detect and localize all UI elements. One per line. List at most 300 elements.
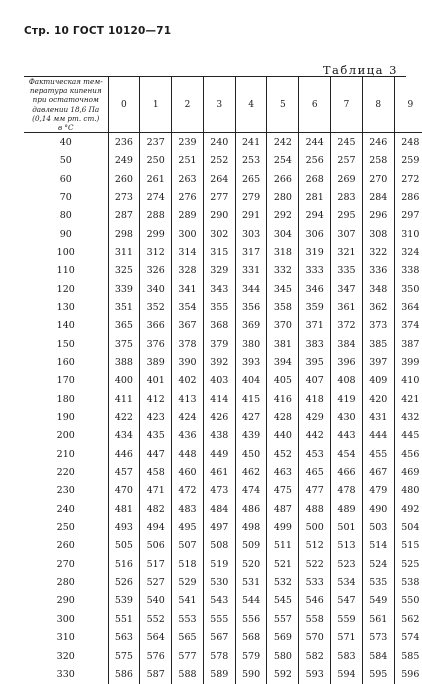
- table-cell: 479: [362, 482, 394, 500]
- row-temperature: 300: [56, 613, 75, 625]
- table-row: [24, 207, 422, 225]
- table-cell: 515: [394, 537, 422, 555]
- table-cell: 493: [108, 518, 140, 536]
- table-cell: 371: [299, 317, 331, 335]
- table-cell: 517: [140, 555, 172, 573]
- table-cell: 577: [172, 647, 204, 665]
- table-cell: 393: [235, 353, 267, 371]
- table-cell: 292: [267, 207, 299, 225]
- table-cell: 484: [203, 500, 235, 518]
- table-cell: 400: [108, 372, 140, 390]
- table-cell: 499: [267, 518, 299, 536]
- table-cell: 551: [108, 610, 140, 628]
- table-row: [24, 537, 422, 555]
- header-label-line: в °С: [57, 123, 74, 133]
- table-cell: 361: [331, 298, 363, 316]
- table-cell: 523: [331, 555, 363, 573]
- table-cell: 407: [299, 372, 331, 390]
- table-cell: 467: [362, 463, 394, 481]
- table-cell: 405: [267, 372, 299, 390]
- table-cell: 428: [267, 408, 299, 426]
- table-cell: 538: [394, 573, 422, 591]
- table-cell: 501: [331, 518, 363, 536]
- table-cell: 264: [203, 170, 235, 188]
- table-cell: 463: [267, 463, 299, 481]
- table-cell: 298: [108, 225, 140, 243]
- table-cell: 531: [235, 573, 267, 591]
- table-row: [24, 152, 422, 170]
- table-cell: 495: [172, 518, 204, 536]
- table-cell: 570: [299, 629, 331, 647]
- table-cell: 245: [331, 133, 363, 152]
- table-cell: 329: [203, 262, 235, 280]
- table-cell: 355: [203, 298, 235, 316]
- row-temperature: 50: [59, 155, 72, 167]
- table-cell: 477: [299, 482, 331, 500]
- column-header-digit: 9: [394, 77, 422, 133]
- table-cell: 348: [362, 280, 394, 298]
- table-cell: 266: [267, 170, 299, 188]
- table-cell: 462: [235, 463, 267, 481]
- table-cell: 430: [331, 408, 363, 426]
- table-cell: 550: [394, 592, 422, 610]
- table-cell: 585: [394, 647, 422, 665]
- table-cell: 396: [331, 353, 363, 371]
- table-cell: 571: [331, 629, 363, 647]
- table-cell: 512: [299, 537, 331, 555]
- table-header-row: [24, 77, 422, 133]
- table-cell: 263: [172, 170, 204, 188]
- table-cell: 511: [267, 537, 299, 555]
- table-cell: 588: [172, 665, 204, 683]
- table-cell: 402: [172, 372, 204, 390]
- table-cell: 303: [235, 225, 267, 243]
- table-cell: 375: [108, 335, 140, 353]
- table-cell: 374: [394, 317, 422, 335]
- table-cell: 290: [203, 207, 235, 225]
- table-cell: 443: [331, 427, 363, 445]
- table-cell: 306: [299, 225, 331, 243]
- table-cell: 590: [235, 665, 267, 683]
- table-cell: 492: [394, 500, 422, 518]
- table-cell: 471: [140, 482, 172, 500]
- row-temperature: 100: [56, 246, 75, 258]
- table-cell: 520: [235, 555, 267, 573]
- table-cell: 403: [203, 372, 235, 390]
- column-header-digit: 0: [108, 77, 140, 133]
- table-cell: 568: [235, 629, 267, 647]
- header-label-line: давлении 18,6 Па: [32, 104, 100, 114]
- table-cell: 401: [140, 372, 172, 390]
- table-cell: 521: [267, 555, 299, 573]
- table-cell: 358: [267, 298, 299, 316]
- table-row: [24, 555, 422, 573]
- table-cell: 397: [362, 353, 394, 371]
- table-cell: 366: [140, 317, 172, 335]
- table-cell: 508: [203, 537, 235, 555]
- table-body: [24, 133, 422, 684]
- table-cell: 480: [394, 482, 422, 500]
- table-cell: 447: [140, 445, 172, 463]
- table-cell: 336: [362, 262, 394, 280]
- table-cell: 530: [203, 573, 235, 591]
- row-temperature: 40: [59, 136, 72, 148]
- table-cell: 494: [140, 518, 172, 536]
- table-cell: 236: [108, 133, 140, 152]
- column-header-digit: 7: [331, 77, 363, 133]
- header-label-line: пература кипения: [29, 86, 102, 96]
- table-cell: 562: [394, 610, 422, 628]
- table-cell: 331: [235, 262, 267, 280]
- table-cell: 564: [140, 629, 172, 647]
- row-temperature: 330: [56, 668, 75, 680]
- table-cell: 483: [172, 500, 204, 518]
- table-cell: 265: [235, 170, 267, 188]
- table-cell: 557: [267, 610, 299, 628]
- table-cell: 385: [362, 335, 394, 353]
- table-cell: 504: [394, 518, 422, 536]
- table-cell: 287: [108, 207, 140, 225]
- table-row: [24, 482, 422, 500]
- row-temperature: 150: [56, 338, 75, 350]
- table-cell: 418: [299, 390, 331, 408]
- table-cell: 344: [235, 280, 267, 298]
- table-cell: 308: [362, 225, 394, 243]
- table-cell: 295: [331, 207, 363, 225]
- table-cell: 584: [362, 647, 394, 665]
- table-cell: 498: [235, 518, 267, 536]
- table-cell: 438: [203, 427, 235, 445]
- table-cell: 289: [172, 207, 204, 225]
- table-cell: 260: [108, 170, 140, 188]
- table-cell: 446: [108, 445, 140, 463]
- table-cell: 516: [108, 555, 140, 573]
- table-cell: 254: [267, 152, 299, 170]
- table-cell: 514: [362, 537, 394, 555]
- row-temperature: 190: [56, 412, 75, 424]
- table-cell: 440: [267, 427, 299, 445]
- table-cell: 368: [203, 317, 235, 335]
- table-cell: 522: [299, 555, 331, 573]
- table-cell: 351: [108, 298, 140, 316]
- row-temperature: 290: [56, 595, 75, 607]
- table-row: [24, 133, 422, 152]
- table-cell: 326: [140, 262, 172, 280]
- table-row: [24, 188, 422, 206]
- table-cell: 350: [394, 280, 422, 298]
- table-cell: 345: [267, 280, 299, 298]
- table-cell: 258: [362, 152, 394, 170]
- table-cell: 318: [267, 243, 299, 261]
- table-label: Таблица 3: [322, 63, 398, 77]
- table-cell: 457: [108, 463, 140, 481]
- table-row: [24, 518, 422, 536]
- table-cell: 534: [331, 573, 363, 591]
- table-cell: 453: [299, 445, 331, 463]
- table-cell: 500: [299, 518, 331, 536]
- table-cell: 253: [235, 152, 267, 170]
- table-cell: 354: [172, 298, 204, 316]
- header-label-line: Фактическая тем-: [28, 77, 103, 86]
- header-label-line: (0,14 мм рт. ст.): [32, 113, 100, 123]
- row-temperature: 310: [56, 632, 75, 644]
- row-temperature: 230: [56, 485, 75, 497]
- table-cell: 533: [299, 573, 331, 591]
- table-row: [24, 262, 422, 280]
- table-cell: 503: [362, 518, 394, 536]
- table-cell: 486: [235, 500, 267, 518]
- table-cell: 277: [203, 188, 235, 206]
- table-row: [24, 243, 422, 261]
- table-cell: 559: [331, 610, 363, 628]
- column-header-digit: 5: [267, 77, 299, 133]
- table-cell: 547: [331, 592, 363, 610]
- table-cell: 237: [140, 133, 172, 152]
- table-cell: 580: [267, 647, 299, 665]
- table-cell: 414: [203, 390, 235, 408]
- table-cell: 473: [203, 482, 235, 500]
- table-cell: 395: [299, 353, 331, 371]
- table-row: [24, 629, 422, 647]
- table-cell: 555: [203, 610, 235, 628]
- table-cell: 455: [362, 445, 394, 463]
- table-cell: 310: [394, 225, 422, 243]
- table-cell: 328: [172, 262, 204, 280]
- table-cell: 424: [172, 408, 204, 426]
- row-temperature: 210: [56, 448, 75, 460]
- table-cell: 410: [394, 372, 422, 390]
- table-cell: 288: [140, 207, 172, 225]
- table-cell: 578: [203, 647, 235, 665]
- table-row: [24, 500, 422, 518]
- row-temperature: 260: [56, 540, 75, 552]
- table-cell: 302: [203, 225, 235, 243]
- table-cell: 341: [172, 280, 204, 298]
- table-cell: 319: [299, 243, 331, 261]
- table-cell: 364: [394, 298, 422, 316]
- table-cell: 482: [140, 500, 172, 518]
- table-cell: 333: [299, 262, 331, 280]
- table-cell: 429: [299, 408, 331, 426]
- table-cell: 394: [267, 353, 299, 371]
- table-cell: 450: [235, 445, 267, 463]
- table-row: [24, 463, 422, 481]
- table-cell: 524: [362, 555, 394, 573]
- table-cell: 582: [299, 647, 331, 665]
- table-cell: 370: [267, 317, 299, 335]
- table-cell: 383: [299, 335, 331, 353]
- table-cell: 256: [299, 152, 331, 170]
- table-cell: 497: [203, 518, 235, 536]
- table-cell: 390: [172, 353, 204, 371]
- table-cell: 452: [267, 445, 299, 463]
- table-cell: 506: [140, 537, 172, 555]
- table-cell: 299: [140, 225, 172, 243]
- table-cell: 569: [267, 629, 299, 647]
- table-cell: 475: [267, 482, 299, 500]
- table-cell: 426: [203, 408, 235, 426]
- table-cell: 315: [203, 243, 235, 261]
- table-cell: 412: [140, 390, 172, 408]
- table-cell: 392: [203, 353, 235, 371]
- table-cell: 239: [172, 133, 204, 152]
- table-row: [24, 335, 422, 353]
- table-cell: 340: [140, 280, 172, 298]
- table-cell: 567: [203, 629, 235, 647]
- table-cell: 525: [394, 555, 422, 573]
- table-cell: 242: [267, 133, 299, 152]
- table-cell: 565: [172, 629, 204, 647]
- header-label-line: при остаточном: [32, 95, 99, 105]
- table-cell: 376: [140, 335, 172, 353]
- table-cell: 408: [331, 372, 363, 390]
- row-temperature: 200: [56, 430, 75, 442]
- boiling-point-table: [24, 77, 422, 684]
- table-cell: 470: [108, 482, 140, 500]
- column-header-temperature: [24, 77, 108, 133]
- table-row: [24, 353, 422, 371]
- table-cell: 294: [299, 207, 331, 225]
- table-cell: 544: [235, 592, 267, 610]
- table-cell: 312: [140, 243, 172, 261]
- table-row: [24, 372, 422, 390]
- column-header-digit: 4: [235, 77, 267, 133]
- table-cell: 249: [108, 152, 140, 170]
- column-header-digit: 1: [140, 77, 172, 133]
- table-cell: 436: [172, 427, 204, 445]
- column-header-digit: 8: [362, 77, 394, 133]
- table-cell: 416: [267, 390, 299, 408]
- table-cell: 583: [331, 647, 363, 665]
- table-cell: 553: [172, 610, 204, 628]
- table-cell: 314: [172, 243, 204, 261]
- table-cell: 529: [172, 573, 204, 591]
- table-cell: 434: [108, 427, 140, 445]
- table-cell: 422: [108, 408, 140, 426]
- table-cell: 421: [394, 390, 422, 408]
- table-cell: 388: [108, 353, 140, 371]
- table-cell: 325: [108, 262, 140, 280]
- table-cell: 359: [299, 298, 331, 316]
- table-cell: 332: [267, 262, 299, 280]
- table-cell: 576: [140, 647, 172, 665]
- table-cell: 387: [394, 335, 422, 353]
- table-row: [24, 408, 422, 426]
- table-cell: 339: [108, 280, 140, 298]
- table-cell: 489: [331, 500, 363, 518]
- table-cell: 246: [362, 133, 394, 152]
- table-cell: 596: [394, 665, 422, 683]
- table-row: [24, 317, 422, 335]
- table-cell: 535: [362, 573, 394, 591]
- table-cell: 411: [108, 390, 140, 408]
- table-row: [24, 573, 422, 591]
- table-cell: 575: [108, 647, 140, 665]
- row-temperature: 240: [56, 503, 75, 515]
- table-cell: 478: [331, 482, 363, 500]
- table-cell: 449: [203, 445, 235, 463]
- table-cell: 352: [140, 298, 172, 316]
- table-cell: 513: [331, 537, 363, 555]
- row-temperature: 320: [56, 650, 75, 662]
- table-cell: 444: [362, 427, 394, 445]
- table-cell: 419: [331, 390, 363, 408]
- table-cell: 372: [331, 317, 363, 335]
- table-cell: 431: [362, 408, 394, 426]
- table-cell: 466: [331, 463, 363, 481]
- table-cell: 311: [108, 243, 140, 261]
- table-row: [24, 592, 422, 610]
- page-header: Стр. 10 ГОСТ 10120—71: [24, 25, 172, 37]
- table-cell: 490: [362, 500, 394, 518]
- table-cell: 556: [235, 610, 267, 628]
- table-cell: 362: [362, 298, 394, 316]
- table-cell: 442: [299, 427, 331, 445]
- table-cell: 380: [235, 335, 267, 353]
- row-temperature: 280: [56, 577, 75, 589]
- table-cell: 379: [203, 335, 235, 353]
- table-cell: 541: [172, 592, 204, 610]
- row-temperature: 270: [56, 558, 75, 570]
- table-row: [24, 225, 422, 243]
- table-cell: 435: [140, 427, 172, 445]
- table-cell: 481: [108, 500, 140, 518]
- table-cell: 518: [172, 555, 204, 573]
- table-cell: 469: [394, 463, 422, 481]
- table-cell: 241: [235, 133, 267, 152]
- row-temperature: 120: [56, 283, 75, 295]
- row-temperature: 140: [56, 320, 75, 332]
- row-temperature: 90: [59, 228, 72, 240]
- table-cell: 432: [394, 408, 422, 426]
- table-cell: 415: [235, 390, 267, 408]
- column-header-digit: 6: [299, 77, 331, 133]
- table-cell: 321: [331, 243, 363, 261]
- table-cell: 519: [203, 555, 235, 573]
- row-temperature: 180: [56, 393, 75, 405]
- table-cell: 595: [362, 665, 394, 683]
- table-cell: 281: [299, 188, 331, 206]
- table-cell: 505: [108, 537, 140, 555]
- table-cell: 413: [172, 390, 204, 408]
- table-cell: 587: [140, 665, 172, 683]
- table-cell: 423: [140, 408, 172, 426]
- table-cell: 540: [140, 592, 172, 610]
- table-cell: 272: [394, 170, 422, 188]
- table-cell: 563: [108, 629, 140, 647]
- table-cell: 276: [172, 188, 204, 206]
- table-row: [24, 427, 422, 445]
- table-cell: 543: [203, 592, 235, 610]
- table-cell: 593: [299, 665, 331, 683]
- table-cell: 594: [331, 665, 363, 683]
- table-cell: 317: [235, 243, 267, 261]
- column-header-digit: 2: [172, 77, 204, 133]
- table-row: [24, 390, 422, 408]
- table-cell: 465: [299, 463, 331, 481]
- table-cell: 248: [394, 133, 422, 152]
- row-temperature: 110: [56, 265, 75, 277]
- row-temperature: 160: [56, 357, 75, 369]
- table-cell: 532: [267, 573, 299, 591]
- row-temperature: 220: [56, 467, 75, 479]
- table-cell: 439: [235, 427, 267, 445]
- table-cell: 472: [172, 482, 204, 500]
- table-cell: 589: [203, 665, 235, 683]
- table-cell: 291: [235, 207, 267, 225]
- table-row: [24, 445, 422, 463]
- table-cell: 558: [299, 610, 331, 628]
